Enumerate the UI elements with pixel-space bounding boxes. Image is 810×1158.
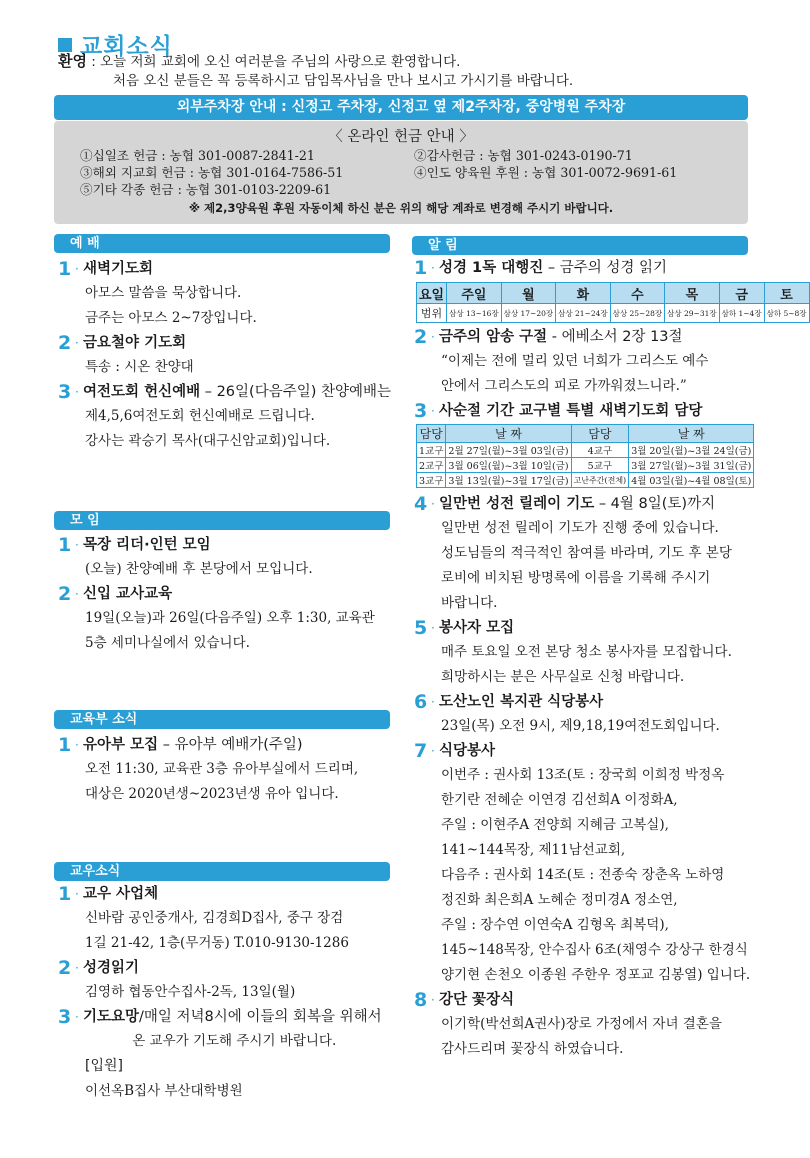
table-cell: 2교구 <box>417 458 446 473</box>
item-title: 성경 1독 대행진 – 금주의 성경 읽기 <box>439 260 667 276</box>
item-subtitle: - 에베소서 2장 13절 <box>547 329 683 345</box>
table-cell: 삼상 17~20장 <box>501 304 556 323</box>
item-line: 일만번 성전 릴레이 기도가 진행 중에 있습니다. <box>441 520 719 536</box>
table-cell: 수 <box>610 283 665 304</box>
page-title: 교회소식 <box>80 34 173 60</box>
item-title: 신입 교사교육 <box>83 586 173 602</box>
table-cell: 담당 <box>571 425 629 443</box>
item-title: 도산노인 복지관 식당봉사 <box>439 694 604 710</box>
table-cell: 삼상 21~24장 <box>556 304 611 323</box>
item-number: 2 <box>58 332 72 354</box>
item-title: 목장 리더·인턴 모임 <box>83 537 211 553</box>
item-line: 정진화 최은희A 노혜순 정미경A 정소연, <box>441 892 678 908</box>
table-cell: 담당 <box>417 425 446 443</box>
item-title: 금주의 암송 구절 - 에베소서 2장 13절 <box>439 329 683 345</box>
item-title: 새벽기도회 <box>83 261 154 277</box>
item-line: 매주 토요일 오전 본당 청소 봉사자를 모집합니다. <box>441 644 732 660</box>
item-line: 141~144목장, 제11남선교회, <box>441 842 626 858</box>
offering-item: ②감사헌금 : 농협 301-0243-0190-71 <box>414 148 633 163</box>
table-cell: 2월 27일(월)~3월 03일(금) <box>446 443 571 458</box>
item-line: 23일(목) 오전 9시, 제9,18,19여전도회입니다. <box>441 718 720 734</box>
gathering-section: 1 · 목장 리더·인턴 모임 (오늘) 찬양예배 후 본당에서 모입니다. 2 · 신입 교사교육 19일(오늘)과 26일(다음주일) 오후 1:30, 교육관 5층 세미나실에서 있습니다. <box>58 533 398 656</box>
item-line: 감사드리며 꽃장식 하였습니다. <box>441 1041 624 1057</box>
hospital-line: 이선옥B집사 부산대학병원 <box>85 1083 243 1099</box>
education-section: 1 · 유아부 모집 – 유아부 예배가(주일) 오전 11:30, 교육관 3층 유아부실에서 드리며, 대상은 2020년생~2023년생 유아 입니다. <box>58 733 398 807</box>
item-number: 8 <box>414 989 428 1011</box>
item-line: 김영하 협동안수집사-2독, 13일(월) <box>85 984 296 1000</box>
notices-heading: 알 림 <box>412 236 748 255</box>
table-cell: 5교구 <box>571 458 629 473</box>
table-cell: 주일 <box>447 283 502 304</box>
item-line: 온 교우가 기도해 주시기 바랍니다. <box>85 1033 337 1049</box>
item-line: (오늘) 찬양예배 후 본당에서 모입니다. <box>85 561 313 577</box>
item-number: 1 <box>58 734 72 756</box>
item-line: 19일(오늘)과 26일(다음주일) 오후 1:30, 교육관 <box>85 610 375 626</box>
item-line: 희망하시는 분은 사무실로 신청 바랍니다. <box>441 669 685 685</box>
item-number: 4 <box>414 493 428 515</box>
item-number: 1 <box>58 534 72 556</box>
welcome-line1: : 오늘 저희 교회에 오신 여러분을 주님의 사랑으로 환영합니다. <box>86 54 461 70</box>
item-subtitle: – 유아부 예배가(주일) <box>158 737 303 753</box>
item-number: 1 <box>414 257 428 279</box>
item-subtitle: – 4월 8일(토)까지 <box>594 496 716 512</box>
item-title: 유아부 모집 – 유아부 예배가(주일) <box>83 737 303 753</box>
item-title: 봉사자 모집 <box>439 620 515 636</box>
table-cell: 3월 20일(월)~3월 24일(금) <box>629 443 754 458</box>
item-number: 3 <box>58 1006 72 1028</box>
welcome-line2: 처음 오신 분들은 꼭 등록하시고 담임목사님을 만나 보시고 가시기를 바랍니다. <box>113 73 574 89</box>
parking-banner: 외부주차장 안내 : 신정고 주차장, 신정고 옆 제2주차장, 중앙병원 주차장 <box>54 95 748 120</box>
item-line: 강사는 곽승기 목사(대구신암교회)입니다. <box>85 433 331 449</box>
table-cell: 화 <box>556 283 611 304</box>
table-cell: 4월 03일(월)~4월 08일(토) <box>629 473 754 488</box>
item-title: 식당봉사 <box>439 743 496 759</box>
item-line: 이기학(박선희A권사)장로 가정에서 자녀 결혼을 <box>441 1016 722 1032</box>
table-cell: 삼하 1~4장 <box>719 304 764 323</box>
item-subtitle: /매일 저녁8시에 이들의 회복을 위해서 <box>139 1009 382 1025</box>
item-title: 일만번 성전 릴레이 기도 – 4월 8일(토)까지 <box>439 496 716 512</box>
welcome-message <box>58 52 573 91</box>
offering-item: ⑤기타 각종 헌금 : 농협 301-0103-2209-61 <box>80 182 332 197</box>
table-cell: 3월 27일(월)~3월 31일(금) <box>629 458 754 473</box>
table-cell: 3교구 <box>417 473 446 488</box>
education-heading: 교육부 소식 <box>54 710 390 729</box>
item-line: 이번주 : 권사회 13조(토 : 장국희 이희정 박정옥 <box>441 767 725 783</box>
item-line: 로비에 비치된 방명록에 이름을 기록해 주시기 <box>441 570 711 586</box>
item-number: 2 <box>58 957 72 979</box>
item-line: 특송 : 시온 찬양대 <box>85 359 194 375</box>
item-line: 금주는 아모스 2~7장입니다. <box>85 310 257 326</box>
title-square-icon <box>58 38 72 52</box>
item-line: 5층 세미나실에서 있습니다. <box>85 635 250 651</box>
item-title: 교우 사업체 <box>83 886 159 902</box>
item-line: 안에서 그리스도의 피로 가까워졌느니라.” <box>441 378 687 394</box>
table-cell: 3월 13일(월)~3월 17일(금) <box>446 473 571 488</box>
table-cell: 요일 <box>417 283 447 304</box>
table-cell: 금 <box>719 283 764 304</box>
lent-prayer-table <box>416 424 754 488</box>
item-line: 아모스 말씀을 묵상합니다. <box>85 285 242 301</box>
online-offering-box <box>54 121 748 224</box>
welcome-label: 환영 <box>58 52 87 70</box>
item-subtitle: – 26일(다음주일) 찬양예배는 <box>200 384 392 400</box>
item-line: 주일 : 이현주A 전양희 지혜금 고복실), <box>441 817 669 833</box>
item-line: 한기란 전혜순 이연경 김선희A 이정화A, <box>441 792 678 808</box>
offering-item: ④인도 양육원 후원 : 농협 301-0072-9691-61 <box>414 165 678 180</box>
worship-section: 1 · 새벽기도회 아모스 말씀을 묵상합니다. 금주는 아모스 2~7장입니다. 2 · 금요철야 기도회 특송 : 시온 찬양대 3 · 여전도회 헌신예배 – 26일(다음주일) 찬양예배는 제4,5,6여전도회 헌신예배로 드립니다. 강사는 곽승기 목사(대구신암교회)입니다. <box>58 257 398 454</box>
item-title: 사순절 기간 교구별 특별 새벽기도회 담당 <box>439 403 703 419</box>
item-line: 1길 21-42, 1층(무거동) T.010-9130-1286 <box>85 935 349 951</box>
item-number: 7 <box>414 740 428 762</box>
table-cell: 고난주간(전체) <box>571 473 629 488</box>
table-cell: 삼상 25~28장 <box>610 304 665 323</box>
offering-item: ①십일조 헌금 : 농협 301-0087-2841-21 <box>80 148 315 163</box>
worship-heading: 예 배 <box>54 234 390 253</box>
item-number: 3 <box>414 400 428 422</box>
item-number: 5 <box>414 617 428 639</box>
hospital-label: [입원] <box>85 1058 123 1074</box>
item-line: “이제는 전에 멀리 있던 너희가 그리스도 예수 <box>441 353 709 369</box>
item-number: 6 <box>414 691 428 713</box>
table-cell: 삼상 29~31장 <box>665 304 720 323</box>
table-cell: 3월 06일(월)~3월 10일(금) <box>446 458 571 473</box>
table-cell: 토 <box>764 283 809 304</box>
item-line: 다음주 : 권사회 14조(토 : 전종숙 장춘옥 노하영 <box>441 867 725 883</box>
table-cell: 범위 <box>417 304 447 323</box>
table-cell: 월 <box>501 283 556 304</box>
item-line: 145~148목장, 안수집사 6조(채영수 강상구 한경식 <box>441 942 748 958</box>
table-cell: 날 짜 <box>446 425 571 443</box>
offering-heading: 〈 온라인 헌금 안내 〉 <box>328 129 474 145</box>
item-line: 신바람 공인중개사, 김경희D집사, 중구 장검 <box>85 910 344 926</box>
item-number: 2 <box>58 583 72 605</box>
offering-item: ③해외 지교회 헌금 : 농협 301-0164-7586-51 <box>80 165 344 180</box>
item-line: 제4,5,6여전도회 헌신예배로 드립니다. <box>85 408 315 424</box>
item-title: 강단 꽃장식 <box>439 992 515 1008</box>
item-title: 기도요망/매일 저녁8시에 이들의 회복을 위해서 <box>83 1009 382 1025</box>
offering-note: ※ 제2,3양육원 후원 자동이체 하신 분은 위의 해당 계좌로 변경해 주시기 바랍니다. <box>188 201 614 215</box>
item-number: 3 <box>58 381 72 403</box>
table-cell: 날 짜 <box>629 425 754 443</box>
item-title: 여전도회 헌신예배 – 26일(다음주일) 찬양예배는 <box>83 384 392 400</box>
item-number: 2 <box>414 326 428 348</box>
table-cell: 삼상 13~16장 <box>447 304 502 323</box>
notices-section: 1 · 성경 1독 대행진 – 금주의 성경 읽기 요일 주일 월 화 수 목 금 토 범위 삼상 13~16장 삼상 17~20장 삼상 21~24장 삼상 25~28장 삼상 29~31장 삼하 1~4장 삼하 5~8장 2 · 금주의 암송 구절 - 에베소서 2장 13절 “이제는 전에 멀리 있던 너희가 그리스도 예수 안에서 그리스도의 피로 가까워졌느니라.” 3 · 사순절 기간 교구별 특별 새벽기도회 담당 담당 날 짜 담당 날 짜 1교구 2월 27일(월)~3월 03일(금) 4교구 3월 20일(월)~3월 24일(금) 2교구 3월 06일(월)~3월 10일(금) 5교구 3월 27일(월)~3월 31일(금) 3교구 3월 13일(월)~3월 17일(금) 고난주간(전체) 4월 03일(월)~4월 08일(토) 4 · 일만번 성전 릴레이 기도 – 4월 8일(토)까지 일만번 성전 릴레이 기도가 진행 중에 있습니다. 성도님들의 적극적인 참여를 바라며, 기도 후 본당 로비에 비치된 방명록에 이름을 기록해 주시기 바랍니다. 5 · 봉사자 모집 매주 토요일 오전 본당 청소 봉사자를 모집합니다. 희망하시는 분은 사무실로 신청 바랍니다. 6 · 도산노인 복지관 식당봉사 23일(목) 오전 9시, 제9,18,19여전도회입니다. 7 · 식당봉사 이번주 : 권사회 13조(토 : 장국희 이희정 박정옥 한기란 전혜순 이연경 김선희A 이정화A, 주일 : 이현주A 전양희 지혜금 고복실), 141~144목장, 제11남선교회, 다음주 : 권사회 14조(토 : 전종숙 장춘옥 노하영 정진화 최은희A 노혜순 정미경A 정소연, 주일 : 장수연 이연숙A 김형옥 최복덕), 145~148목장, 안수집사 6조(채영수 강상구 한경식 양기현 손천오 이종원 주한우 정포교 김봉열) 입니다. 8 · 강단 꽃장식 이기학(박선희A권사)장로 가정에서 자녀 결혼을 감사드리며 꽃장식 하였습니다. <box>414 256 754 1062</box>
table-cell: 삼하 5~8장 <box>764 304 809 323</box>
table-cell: 1교구 <box>417 443 446 458</box>
gathering-heading: 모 임 <box>54 511 390 530</box>
bible-reading-table <box>416 282 810 323</box>
table-cell: 4교구 <box>571 443 629 458</box>
item-line: 양기현 손천오 이종원 주한우 정포교 김봉열) 입니다. <box>441 967 751 983</box>
item-line: 오전 11:30, 교육관 3층 유아부실에서 드리며, <box>85 761 359 777</box>
table-cell: 목 <box>665 283 720 304</box>
item-line: 주일 : 장수연 이연숙A 김형옥 최복덕), <box>441 917 669 933</box>
members-section: 1 · 교우 사업체 신바람 공인중개사, 김경희D집사, 중구 장검 1길 21-42, 1층(무거동) T.010-9130-1286 2 · 성경읽기 김영하 협동안수집사-2독, 13일(월) 3 · 기도요망/매일 저녁8시에 이들의 회복을 위해서 온 교우가 기도해 주시기 바랍니다. [입원] 이선옥B집사 부산대학병원 <box>58 882 398 1104</box>
item-title: 금요철야 기도회 <box>83 335 187 351</box>
item-number: 1 <box>58 258 72 280</box>
item-line: 성도님들의 적극적인 참여를 바라며, 기도 후 본당 <box>441 545 732 561</box>
item-number: 1 <box>58 883 72 905</box>
item-subtitle: – 금주의 성경 읽기 <box>543 260 667 276</box>
members-heading: 교우소식 <box>54 862 390 881</box>
item-title: 성경읽기 <box>83 960 140 976</box>
item-line: 대상은 2020년생~2023년생 유아 입니다. <box>85 786 339 802</box>
item-line: 바랍니다. <box>441 595 498 611</box>
